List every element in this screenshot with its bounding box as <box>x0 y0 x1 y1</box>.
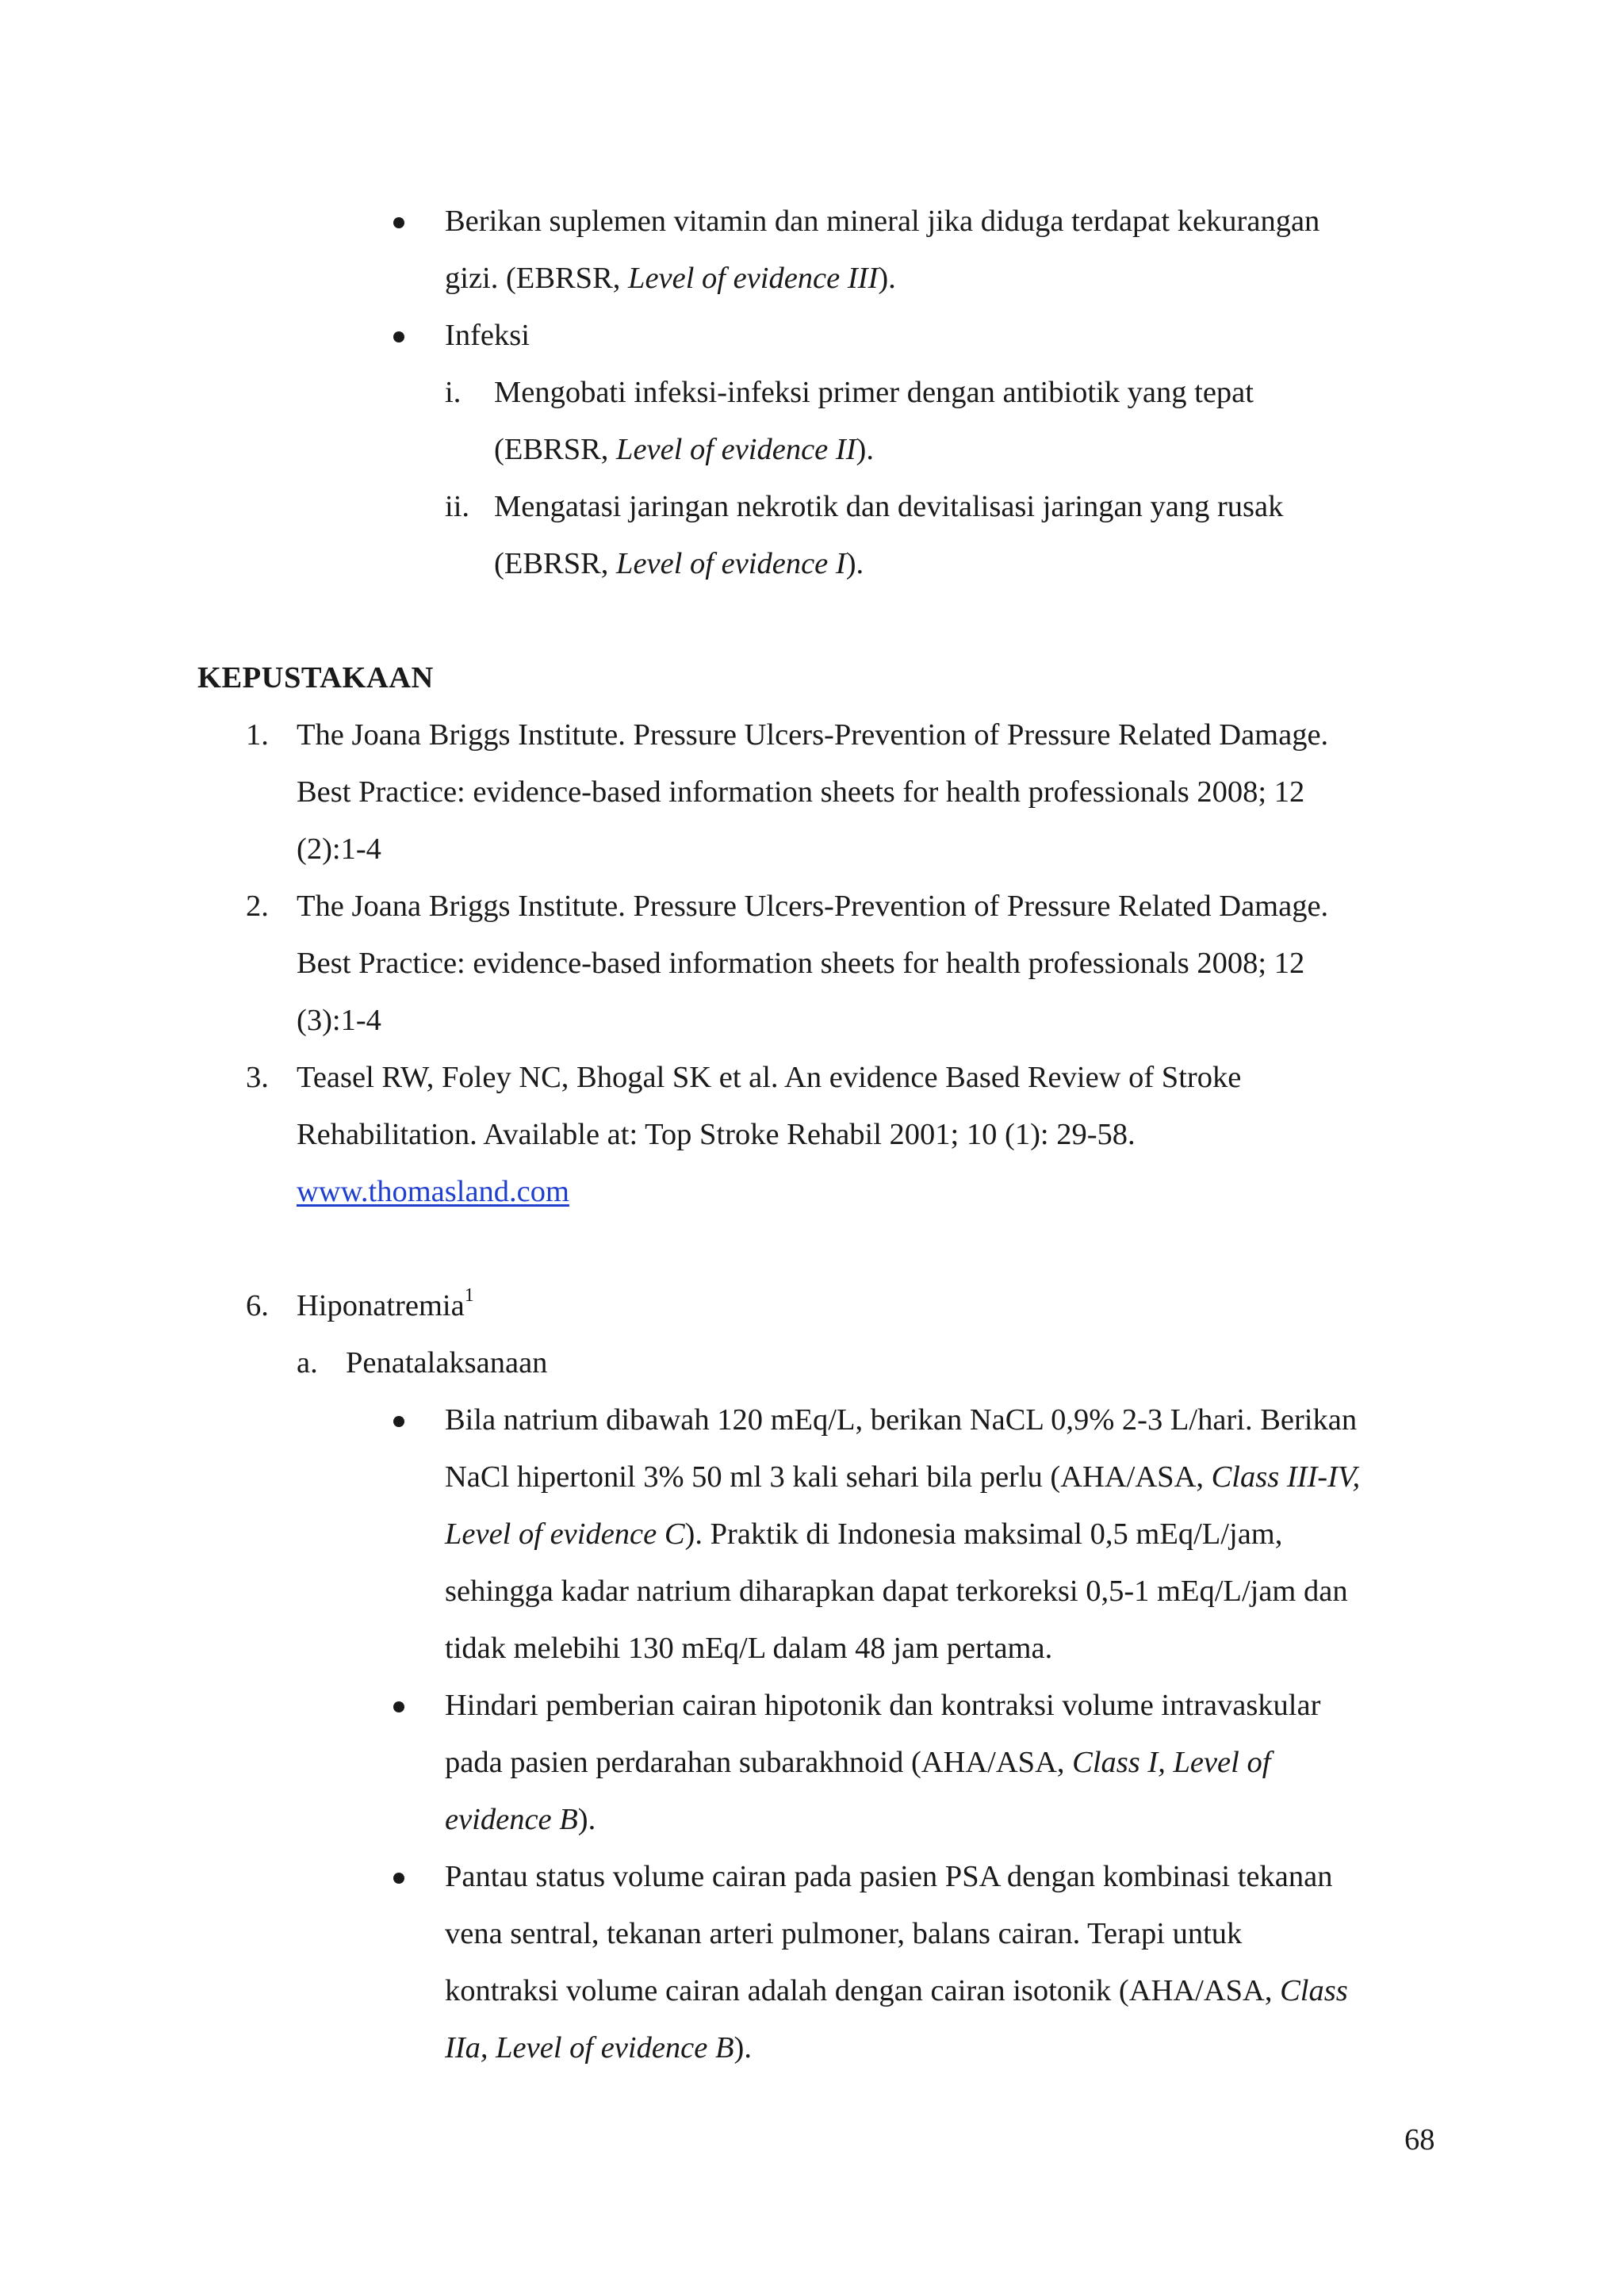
reference-line: (3):1-4 <box>297 1004 381 1037</box>
section-number: 6. <box>246 1289 269 1322</box>
paragraph-line: tidak melebihi 130 mEq/L dalam 48 jam pertama. <box>445 1632 1053 1665</box>
paragraph-line: Pantau status volume cairan pada pasien PSA dengan kombinasi tekanan <box>445 1860 1333 1893</box>
subsection-label: Penatalaksanaan <box>346 1346 548 1380</box>
paragraph-line: (EBRSR, Level of evidence II). <box>494 433 874 466</box>
paragraph-line: IIa, Level of evidence B). <box>445 2031 752 2064</box>
reference-link[interactable]: www.thomasland.com <box>297 1175 569 1208</box>
paragraph-line: Mengatasi jaringan nekrotik dan devitalisasi jaringan yang rusak <box>494 490 1284 523</box>
paragraph-line: Level of evidence C). Praktik di Indonesia maksimal 0,5 mEq/L/jam, <box>445 1517 1283 1551</box>
bullet-icon <box>393 331 404 342</box>
paragraph-line: Bila natrium dibawah 120 mEq/L, berikan NaCL 0,9% 2-3 L/hari. Berikan <box>445 1403 1358 1437</box>
paragraph-line: vena sentral, tekanan arteri pulmoner, balans cairan. Terapi untuk <box>445 1917 1243 1950</box>
paragraph-line: Mengobati infeksi-infeksi primer dengan antibiotik yang tepat <box>494 376 1254 409</box>
reference-line: The Joana Briggs Institute. Pressure Ulcers-Prevention of Pressure Related Damage. <box>297 718 1329 752</box>
reference-link-line <box>297 1163 569 1220</box>
paragraph-line: evidence B). <box>445 1803 596 1836</box>
section-title: Hiponatremia$^1$ <box>297 1285 474 1322</box>
reference-number: 2. <box>246 890 269 923</box>
reference-line: The Joana Briggs Institute. Pressure Ulcers-Prevention of Pressure Related Damage. <box>297 890 1329 923</box>
reference-line: (2):1-4 <box>297 832 381 866</box>
bullet-icon <box>393 217 404 228</box>
references-heading: KEPUSTAKAAN <box>197 661 434 695</box>
subsection-letter: a. <box>297 1346 318 1380</box>
paragraph-line: sehingga kadar natrium diharapkan dapat terkoreksi 0,5-1 mEq/L/jam dan <box>445 1575 1348 1608</box>
reference-number: 1. <box>246 718 269 752</box>
sublist-number: i. <box>445 376 462 409</box>
paragraph-line: pada pasien perdarahan subarakhnoid (AHA/ASA, Class I, Level of <box>445 1746 1271 1779</box>
paragraph-line: gizi. (EBRSR, Level of evidence III). <box>445 262 896 295</box>
footnote-marker: 1 <box>464 1285 474 1306</box>
bullet-icon <box>393 1416 404 1427</box>
reference-number: 3. <box>246 1061 269 1094</box>
bullet-icon <box>393 1873 404 1884</box>
reference-line: Best Practice: evidence-based information sheets for health professionals 2008; 12 <box>297 775 1305 809</box>
bullet-icon <box>393 1701 404 1712</box>
sublist-number: ii. <box>445 490 470 523</box>
paragraph-line: (EBRSR, Level of evidence I). <box>494 547 864 580</box>
bullet-label: Infeksi <box>445 319 530 352</box>
paragraph-line: Hindari pemberian cairan hipotonik dan kontraksi volume intravaskular <box>445 1689 1321 1722</box>
paragraph-line: NaCl hipertonil 3% 50 ml 3 kali sehari bila perlu (AHA/ASA, Class III-IV, <box>445 1460 1361 1494</box>
paragraph-line: Berikan suplemen vitamin dan mineral jika diduga terdapat kekurangan <box>445 205 1320 238</box>
paragraph-line: kontraksi volume cairan adalah dengan cairan isotonik (AHA/ASA, Class <box>445 1974 1348 2007</box>
page-number: 68 <box>1404 2123 1435 2156</box>
reference-line: Best Practice: evidence-based information sheets for health professionals 2008; 12 <box>297 947 1305 980</box>
reference-line: Rehabilitation. Available at: Top Stroke Rehabil 2001; 10 (1): 29-58. <box>297 1118 1136 1151</box>
reference-line: Teasel RW, Foley NC, Bhogal SK et al. An evidence Based Review of Stroke <box>297 1061 1242 1094</box>
